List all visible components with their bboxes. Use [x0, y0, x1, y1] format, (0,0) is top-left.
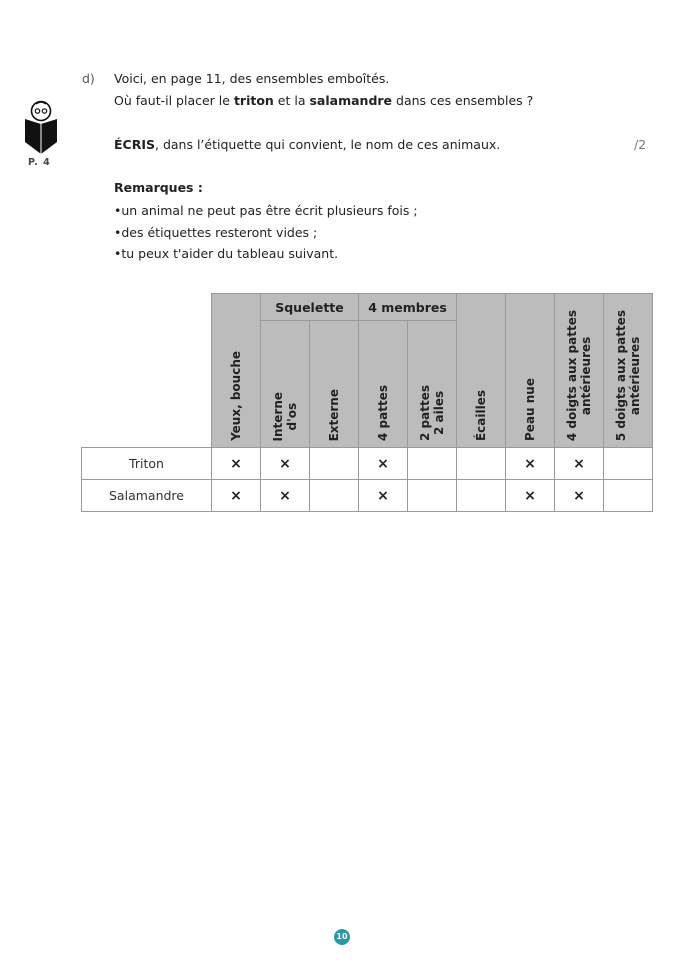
column-header-label: 2 pattes 2 ailes — [418, 385, 446, 441]
column-header — [408, 321, 457, 448]
remark-item: • tu peux t'aider du tableau suivant. — [114, 243, 418, 265]
table-cell — [604, 448, 653, 480]
instruction-verb: ÉCRIS — [114, 137, 155, 152]
column-header-label: 4 doigts aux pattes antérieures — [565, 309, 593, 441]
table-cell — [408, 480, 457, 512]
column-header — [310, 321, 359, 448]
column-header — [555, 294, 604, 448]
column-header — [212, 294, 261, 448]
word-triton: triton — [233, 93, 274, 108]
column-header-label: 5 doigts aux pattes antérieures — [614, 309, 642, 441]
page-number-badge: 10 — [334, 929, 350, 945]
column-header — [506, 294, 555, 448]
table-cell: × — [506, 480, 555, 512]
column-header-label: Peau nue — [523, 378, 537, 441]
table-cell: × — [359, 480, 408, 512]
table-cell: × — [555, 480, 604, 512]
column-header — [604, 294, 653, 448]
table-cell — [457, 480, 506, 512]
remarks-list — [114, 200, 418, 265]
table-cell: × — [555, 448, 604, 480]
question-line-1: Voici, en page 11, des ensembles emboîtés. — [114, 71, 390, 86]
remark-item: • des étiquettes resteront vides ; — [114, 222, 418, 244]
question-line-2-end: dans ces ensembles ? — [392, 93, 534, 108]
column-header — [359, 321, 408, 448]
table-cell: × — [261, 448, 310, 480]
table-cell — [310, 480, 359, 512]
remark-item: • un animal ne peut pas être écrit plusieurs fois ; — [114, 200, 418, 222]
question-line-2-start: Où faut-il placer le — [114, 93, 234, 108]
table-cell: × — [359, 448, 408, 480]
group-header-squelette: Squelette — [261, 294, 359, 321]
word-salamandre: salamandre — [309, 93, 393, 108]
table-cell — [457, 448, 506, 480]
table-cell — [310, 448, 359, 480]
column-header — [457, 294, 506, 448]
table-row — [82, 448, 653, 480]
column-header-label: Yeux, bouche — [229, 351, 243, 441]
instruction — [114, 136, 500, 154]
row-label: Salamandre — [82, 480, 212, 512]
row-label: Triton — [82, 448, 212, 480]
instruction-text: , dans l’étiquette qui convient, le nom de ces animaux. — [155, 137, 501, 152]
column-header-label: Écailles — [474, 389, 488, 441]
score-box: /2 — [634, 137, 647, 152]
question-line-2 — [114, 92, 533, 110]
page-reference: P. 4 — [28, 157, 51, 168]
table-cell — [408, 448, 457, 480]
table-cell: × — [261, 480, 310, 512]
remarks-title: Remarques : — [114, 180, 203, 195]
table-cell: × — [506, 448, 555, 480]
question-letter: d) — [82, 71, 95, 86]
question-line-2-mid: et la — [273, 93, 310, 108]
column-header-label: Interne d'os — [271, 391, 299, 441]
column-header-label: Externe — [327, 388, 341, 441]
reading-child-icon — [24, 100, 58, 156]
table-cell: × — [212, 480, 261, 512]
column-header — [261, 321, 310, 448]
table-cell — [604, 480, 653, 512]
table-cell: × — [212, 448, 261, 480]
table-corner — [82, 294, 212, 448]
group-header-membres: 4 membres — [359, 294, 457, 321]
column-header-label: 4 pattes — [376, 385, 390, 441]
characteristics-table — [81, 293, 653, 512]
table-row — [82, 480, 653, 512]
